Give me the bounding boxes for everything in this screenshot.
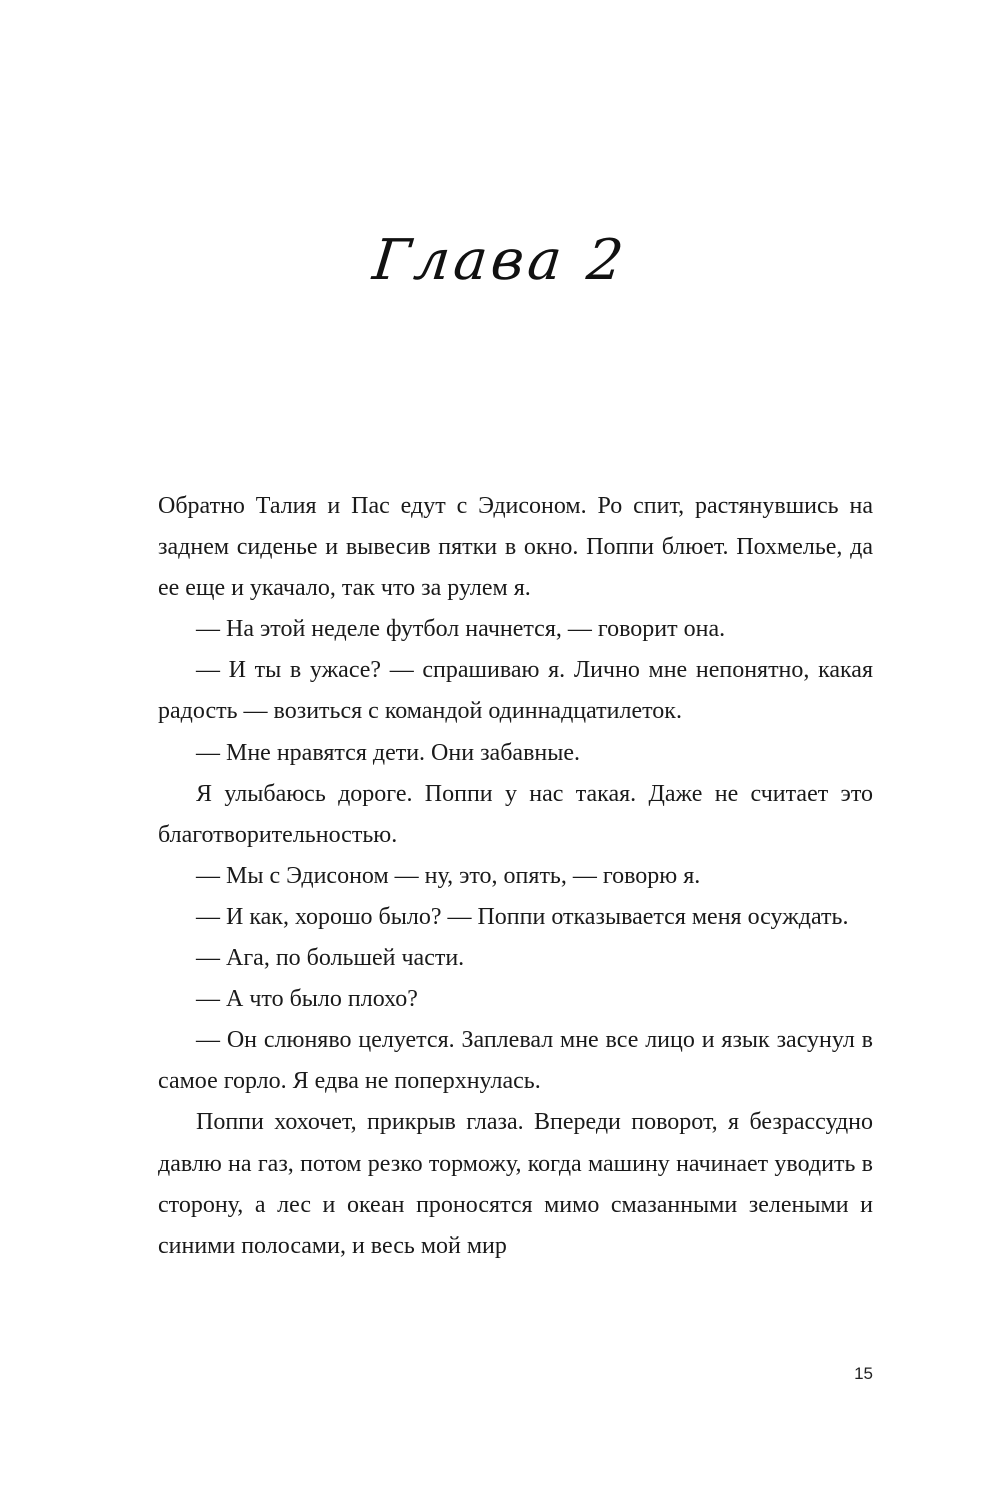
paragraph: — Он слюняво целуется. Заплевал мне все лицо и язык засунул в самое горло. Я едва не поперхнулась. bbox=[158, 1027, 873, 1095]
body-text bbox=[158, 486, 873, 1267]
paragraph: — Мы с Эдисоном — ну, это, опять, — говорю я. bbox=[196, 862, 701, 889]
paragraph: — А что было плохо? bbox=[196, 986, 418, 1013]
chapter-title: Глава 2 bbox=[369, 228, 631, 293]
paragraph: — И ты в ужасе? — спрашиваю я. Лично мне непонятно, какая радость — возиться с командой одиннадцатилеток. bbox=[158, 657, 873, 725]
paragraph: — Мне нравятся дети. Они забавные. bbox=[196, 739, 581, 766]
page-number: 15 bbox=[854, 1364, 873, 1383]
paragraph: Обратно Талия и Пас едут с Эдисоном. Ро спит, растянувшись на заднем сиденье и вывесив пятки в окно. Поппи блюет. Похмелье, да ее еще и укачало, так что за рулем я. bbox=[158, 493, 873, 602]
paragraph: — Ага, по большей части. bbox=[196, 945, 465, 972]
paragraph: Поппи хохочет, прикрыв глаза. Впереди поворот, я безрассудно давлю на газ, потом резко торможу, когда машину начинает уводить в сторону, а лес и океан проносятся мимо смазанными зелеными и синими полосами, и весь мой мир bbox=[158, 1109, 873, 1259]
paragraph: Я улыбаюсь дороге. Поппи у нас такая. Даже не считает это благотворительностью. bbox=[158, 780, 873, 848]
paragraph: — И как, хорошо было? — Поппи отказывается меня осуждать. bbox=[196, 903, 849, 930]
paragraph: — На этой неделе футбол начнется, — говорит она. bbox=[196, 616, 726, 643]
